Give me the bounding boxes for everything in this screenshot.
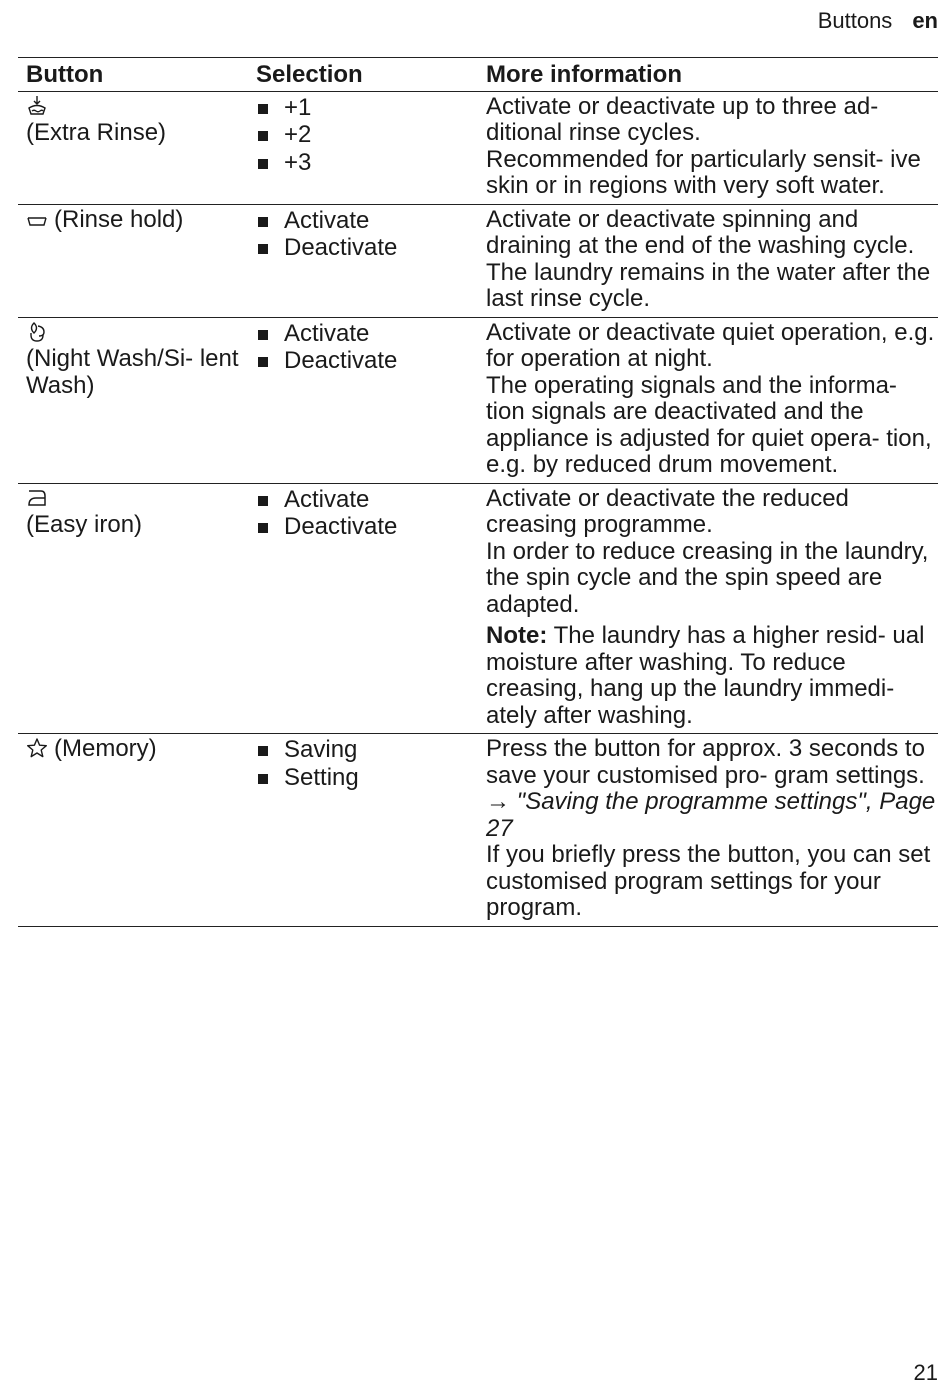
star-icon (26, 737, 48, 759)
selection-cell (248, 91, 478, 204)
info-text: Activate or deactivate quiet operation, e.g. for operation at night. (486, 318, 935, 372)
table-row (18, 734, 938, 927)
info-cell (478, 204, 938, 317)
selection-cell (248, 204, 478, 317)
option-item: Deactivate (258, 234, 478, 262)
info-cell (478, 734, 938, 927)
option-item: Saving (258, 736, 478, 764)
column-header-button: Button (18, 58, 248, 91)
column-header-selection: Selection (248, 58, 478, 91)
info-text: Activate or deactivate the reduced creasing programme. (486, 484, 849, 538)
option-item: +3 (258, 149, 478, 177)
info-text: If you briefly press the button, you can set customised program settings for your program. (486, 841, 931, 921)
button-label: (Memory) (54, 735, 157, 762)
option-item: Setting (258, 764, 478, 792)
selection-cell (248, 734, 478, 927)
extra-rinse-icon (26, 95, 48, 117)
info-text: Activate or deactivate spinning and draining at the end of the washing cycle. (486, 205, 915, 259)
table-row (18, 204, 938, 317)
button-label: (Easy iron) (26, 511, 143, 538)
info-text: Recommended for particularly sensit- ive skin or in regions with very soft water. (486, 145, 921, 199)
button-cell (18, 91, 248, 204)
table-row (18, 483, 938, 734)
note-label: Note: (486, 622, 548, 649)
buttons-table (18, 58, 938, 927)
note (486, 623, 938, 729)
iron-icon (26, 487, 48, 509)
language-code: en (912, 8, 938, 33)
column-header-more-information: More information (478, 58, 938, 91)
info-text: Activate or deactivate up to three ad- ditional rinse cycles. (486, 92, 879, 146)
note-text: The laundry has a higher resid- ual moisture after washing. To reduce creasing, hang up the laundry immedi- ately after washing. (486, 622, 925, 729)
info-cell (478, 317, 938, 483)
option-item: +1 (258, 94, 478, 122)
selection-cell (248, 483, 478, 734)
rinse-hold-icon (26, 208, 48, 230)
button-cell (18, 204, 248, 317)
button-label: (Night Wash/Si- lent Wash) (26, 345, 239, 399)
option-item: Activate (258, 207, 478, 235)
table-row (18, 91, 938, 204)
info-text: The laundry remains in the water after the last rinse cycle. (486, 258, 931, 312)
info-text: The operating signals and the informa- tion signals are deactivated and the appliance is adjusted for quiet opera- tion, e.g. by reduced drum movement. (486, 371, 932, 478)
night-wash-icon (26, 321, 48, 343)
page-header (818, 8, 938, 34)
selection-cell (248, 317, 478, 483)
button-cell (18, 317, 248, 483)
table-header-row (18, 58, 938, 91)
page-number: 21 (913, 1360, 938, 1385)
info-cell (478, 91, 938, 204)
option-item: Activate (258, 320, 478, 348)
option-item: Deactivate (258, 513, 478, 541)
option-item: Activate (258, 486, 478, 514)
option-item: Deactivate (258, 347, 478, 375)
button-cell (18, 483, 248, 734)
button-label: (Extra Rinse) (26, 119, 167, 146)
button-label: (Rinse hold) (54, 205, 184, 233)
table-row (18, 317, 938, 483)
info-text: Press the button for approx. 3 seconds to save your customised pro- gram settings. (486, 735, 925, 789)
button-cell (18, 734, 248, 927)
info-cell (478, 483, 938, 734)
info-text: In order to reduce creasing in the laundry, the spin cycle and the spin speed are adapted. (486, 537, 929, 618)
cross-reference-link[interactable]: → "Saving the programme settings", Page 27 (486, 788, 936, 842)
section-title: Buttons (817, 8, 893, 33)
option-item: +2 (258, 121, 478, 149)
